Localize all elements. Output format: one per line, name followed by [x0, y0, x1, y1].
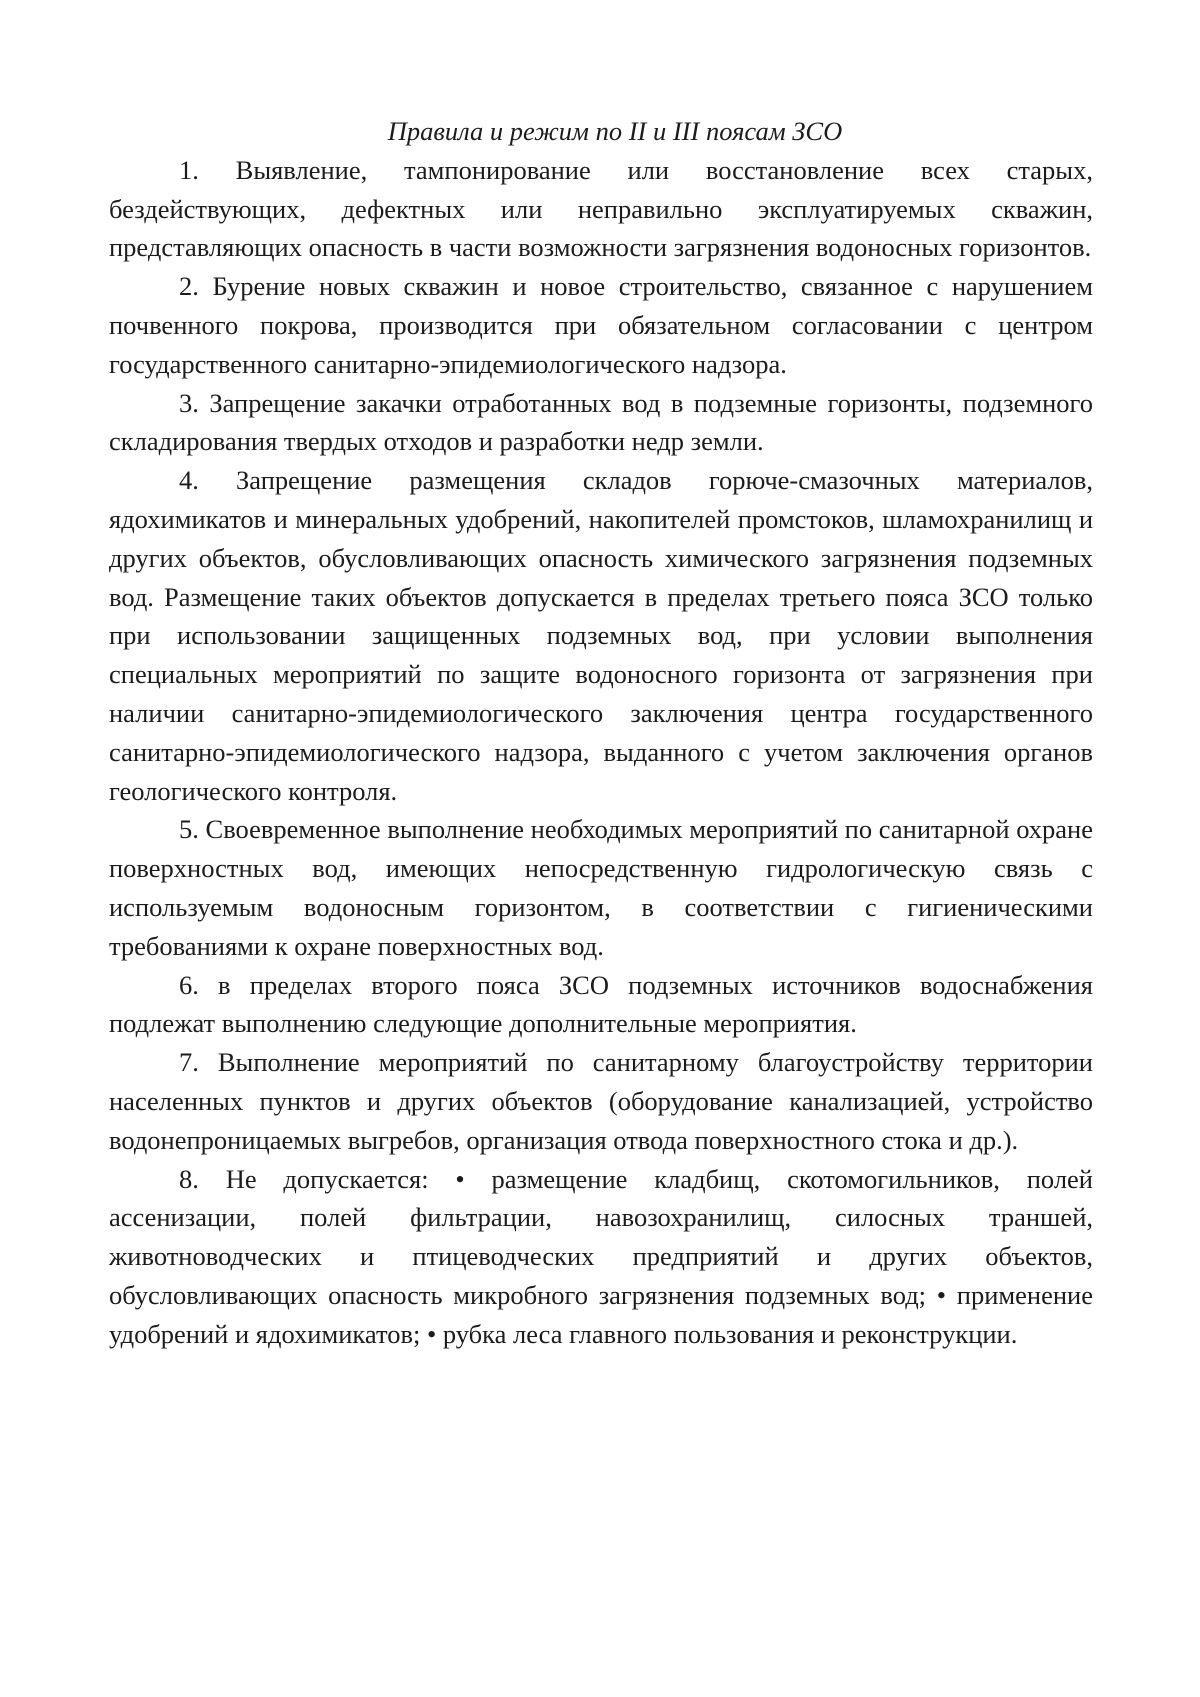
document-page [109, 112, 1093, 1354]
rule-paragraph-8: 8. Не допускается: • размещение кладбищ, скотомогильников, полей ассенизации, полей фильтрации, навозохранилищ, силосных траншей, животноводческих и птицеводческих предприятий и других объектов, обусловливающих опасность микробного загрязнения подземных вод; • применение удобрений и ядохимикатов; • рубка леса главного пользования и реконструкции. [109, 1163, 1093, 1349]
rule-paragraph-7: 7. Выполнение мероприятий по санитарному благоустройству территории населенных пунктов и других объектов (оборудование канализацией, устройство водонепроницаемых выгребов, организация отвода поверхностного стока и др.). [109, 1047, 1093, 1155]
rule-paragraph-1: 1. Выявление, тампонирование или восстановление всех старых, бездействующих, дефектных или неправильно эксплуатируемых скважин, представляющих опасность в части возможности загрязнения водоносных горизонтов. [109, 154, 1093, 263]
document-title: Правила и режим по II и III поясам ЗСО [387, 116, 843, 146]
rule-paragraph-4: 4. Запрещение размещения складов горюче-смазочных материалов, ядохимикатов и минеральных удобрений, накопителей промстоков, шламохранилищ и других объектов, обусловливающих опасность химического загрязнения подземных вод. Размещение таких объектов допускается в пределах третьего пояса ЗСО только при использовании защищенных подземных вод, при условии выполнения специальных мероприятий по защите водоносного горизонта от загрязнения при наличии санитарно-эпидемиологического заключения центра государственного санитарно-эпидемиологического надзора, выданного с учетом заключения органов геологического контроля. [109, 465, 1093, 806]
rule-paragraph-2: 2. Бурение новых скважин и новое строительство, связанное с нарушением почвенного покрова, производится при обязательном согласовании с центром государственного санитарно-эпидемиологического надзора. [109, 271, 1093, 379]
rule-paragraph-6: 6. в пределах второго пояса ЗСО подземных источников водоснабжения подлежат выполнению следующие дополнительные мероприятия. [109, 969, 1093, 1039]
rule-paragraph-3: 3. Запрещение закачки отработанных вод в подземные горизонты, подземного складирования твердых отходов и разработки недр земли. [109, 387, 1093, 457]
rule-paragraph-5: 5. Своевременное выполнение необходимых мероприятий по санитарной охране поверхностных вод, имеющих непосредственную гидрологическую связь с используемым водоносным горизонтом, в соответствии с гигиеническими требованиями к охране поверхностных вод. [109, 814, 1093, 961]
